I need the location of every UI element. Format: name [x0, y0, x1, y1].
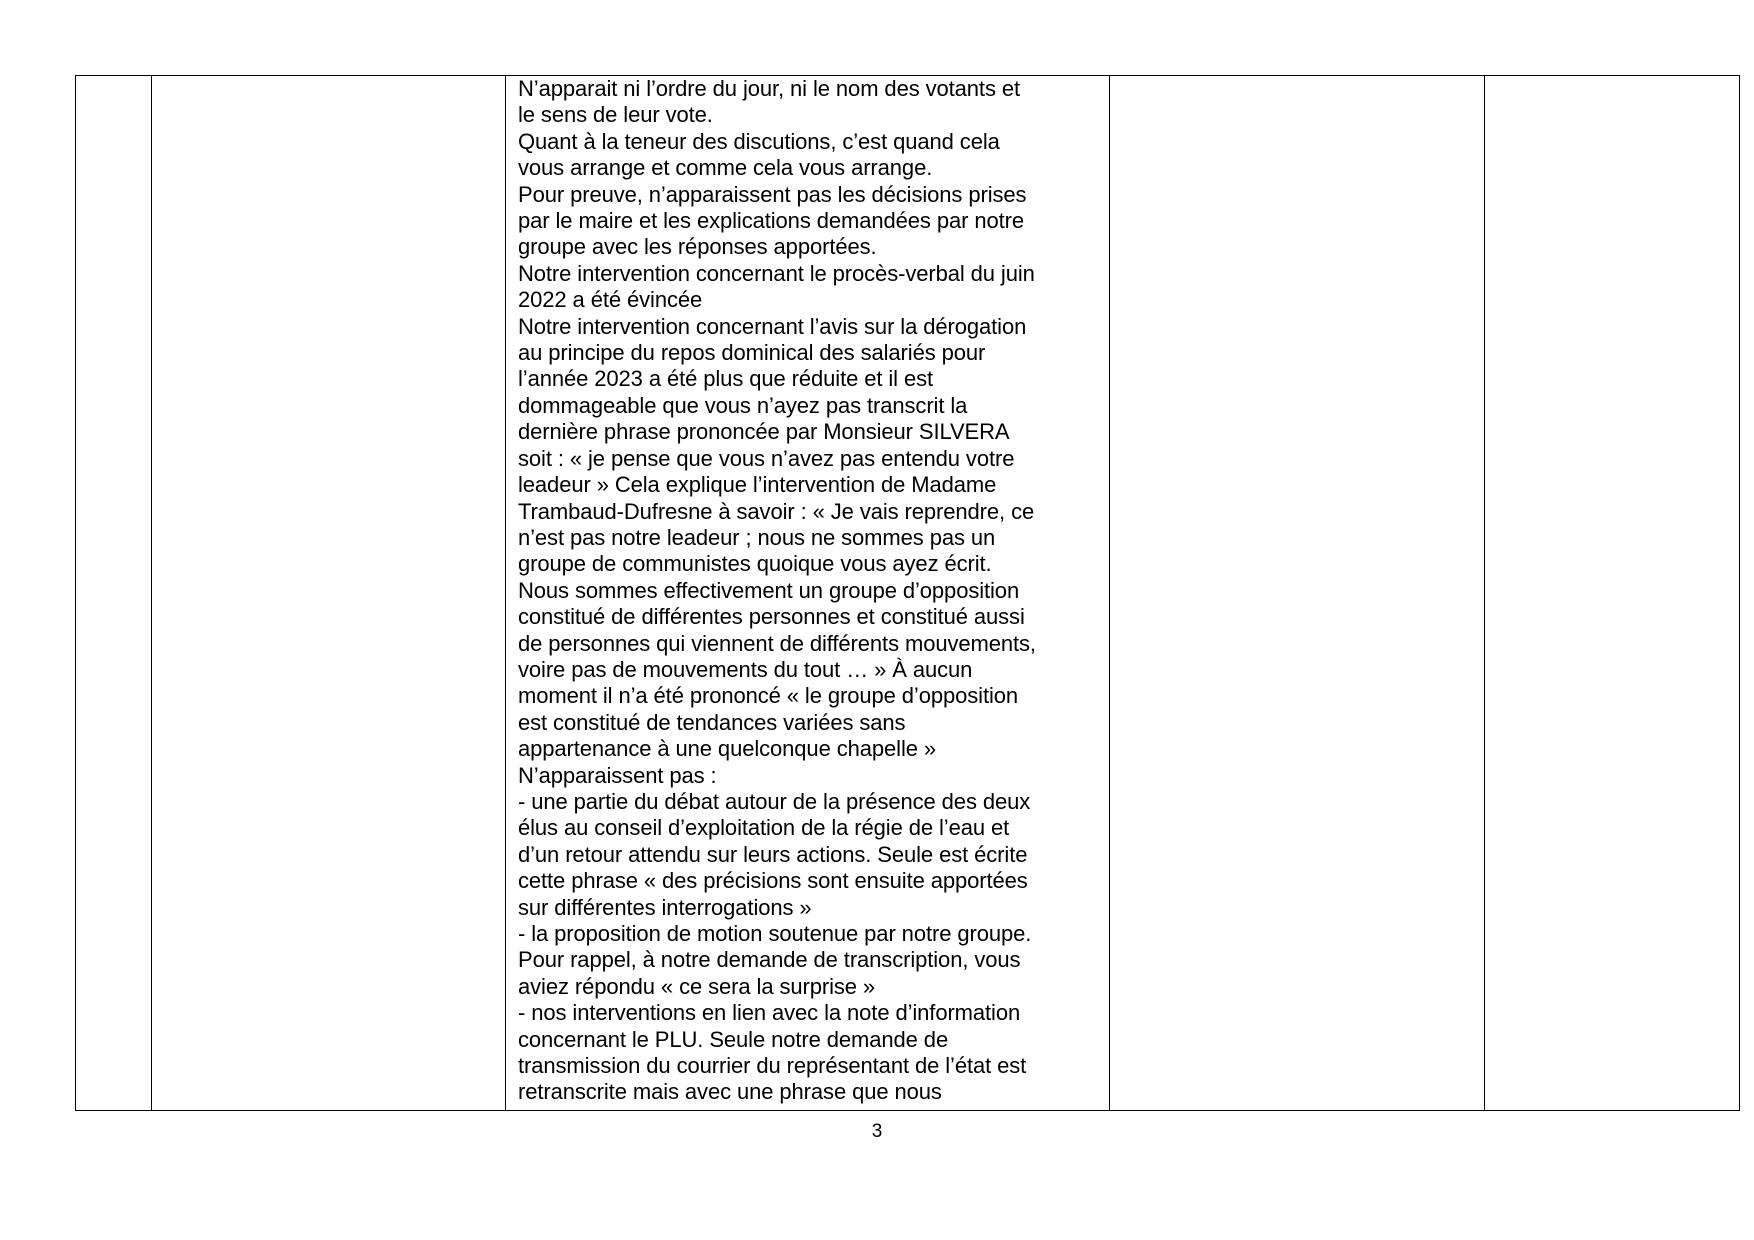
text-line: l’année 2023 a été plus que réduite et il est: [518, 366, 934, 392]
text-line: dernière phrase prononcée par Monsieur SILVERA: [518, 419, 1010, 445]
text-line: appartenance à une quelconque chapelle »: [518, 736, 937, 762]
text-line: aviez répondu « ce sera la surprise »: [518, 973, 876, 999]
text-line: cette phrase « des précisions sont ensuite apportées: [518, 868, 1028, 894]
text-line: élus au conseil d’exploitation de la régie de l’eau et: [518, 815, 1010, 841]
text-line: Trambaud-Dufresne à savoir : « Je vais reprendre, ce: [518, 498, 1035, 524]
text-line: 2022 a été évincée: [518, 287, 703, 313]
text-line: Notre intervention concernant le procès-verbal du juin: [518, 260, 1035, 286]
text-line: moment il n’a été prononcé « le groupe d’opposition: [518, 683, 1019, 709]
text-line: n’est pas notre leadeur ; nous ne sommes pas un: [518, 524, 996, 550]
table-cell-column-4: [1110, 76, 1485, 1111]
text-line: Quant à la teneur des discutions, c’est quand cela: [518, 128, 1000, 154]
text-line: Pour rappel, à notre demande de transcription, vous: [518, 947, 1021, 973]
text-line: - une partie du débat autour de la présence des deux: [518, 788, 1031, 814]
text-line: de personnes qui viennent de différents mouvements,: [518, 630, 1036, 656]
text-line: leadeur » Cela explique l’intervention de Madame: [518, 472, 997, 498]
text-line: constitué de différentes personnes et constitué aussi: [518, 604, 1025, 630]
text-line: sur différentes interrogations »: [518, 894, 812, 920]
text-line: N’apparait ni l’ordre du jour, ni le nom des votants et: [518, 76, 1021, 101]
text-line: - nos interventions en lien avec la note d’information: [518, 1000, 1021, 1026]
text-line: le sens de leur vote.: [518, 102, 713, 128]
table-cell-column-3: [506, 76, 1110, 1111]
table-cell-column-2: [152, 76, 506, 1111]
text-line: dommageable que vous n’ayez pas transcrit la: [518, 392, 968, 418]
table-row: [76, 76, 1740, 1111]
table-cell-column-5: [1485, 76, 1740, 1111]
text-line: d’un retour attendu sur leurs actions. Seule est écrite: [518, 841, 1028, 867]
text-line: voire pas de mouvements du tout … » À aucun: [518, 656, 973, 682]
text-line: Nous sommes effectivement un groupe d’opposition: [518, 577, 1020, 603]
text-line: par le maire et les explications demandées par notre: [518, 208, 1024, 234]
text-line: est constitué de tendances variées sans: [518, 709, 906, 735]
text-line: Pour preuve, n’apparaissent pas les décisions prises: [518, 181, 1027, 207]
document-table: [75, 75, 1740, 1111]
text-line: groupe avec les réponses apportées.: [518, 234, 877, 260]
text-line: retranscrite mais avec une phrase que nous: [518, 1079, 942, 1105]
text-line: concernant le PLU. Seule notre demande de: [518, 1026, 949, 1052]
text-line: vous arrange et comme cela vous arrange.: [518, 155, 933, 181]
text-line: transmission du courrier du représentant de l’état est: [518, 1053, 1027, 1079]
text-line: soit : « je pense que vous n’avez pas entendu votre: [518, 445, 1015, 471]
text-line: - la proposition de motion soutenue par notre groupe.: [518, 921, 1032, 946]
text-line: au principe du repos dominical des salariés pour: [518, 340, 986, 366]
table-cell-column-1: [76, 76, 152, 1111]
text-line: Notre intervention concernant l’avis sur la dérogation: [518, 313, 1027, 339]
page-number: 3: [871, 1121, 883, 1142]
text-line: groupe de communistes quoique vous ayez écrit.: [518, 551, 992, 577]
text-line: N’apparaissent pas :: [518, 762, 717, 788]
cell-text-block: [518, 76, 1097, 1106]
